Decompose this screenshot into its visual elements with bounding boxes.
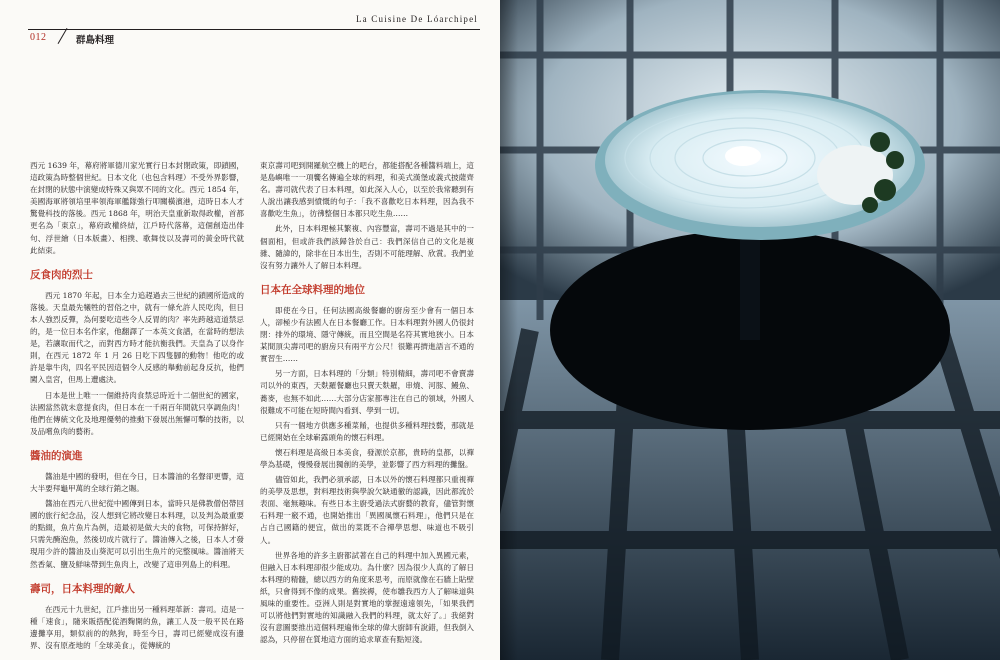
- magazine-title: La Cuisine De Lóarchipel: [355, 14, 478, 24]
- header-rule: [28, 29, 480, 30]
- body-paragraph: 世界各地的許多主廚都試著在自己的料理中加入異國元素，但融入日本料理卻很少能成功。為什麼？因為很少人真的了解日本料理的精髓，總以西方的角度來思考，而原就像在石牆上貼壁紙，只會得到不像的成果。舊挨褥，使布雛我西方人了解味道與風味的重要性。亞洲人則是對實地的掌握遠遠領先，「如果我們可以將他們對實地的知識融入我們的料理，就太好了。」我絕對沒有意圖要推出這個料理遍佈全球的偉大廚師有說錯，但我倒入認為，只停留在質地這方面的追求單查有點短淺。: [260, 550, 474, 645]
- body-paragraph: 只有一個地方供應多種菜餚，也提供多種料理技藝，那就是已經開始在全球嶄露頭角的懷石料理。: [260, 420, 474, 442]
- page-number: 012: [30, 32, 47, 43]
- body-paragraph: 東京壽司吧到開羅航空機上的吧台，都能搭配各種醬料端上，這是島嶼唯一一項饗名傳遍全球的料理，和美式漢堡或義式披薩齊名。壽司就代表了日本料理，如此深入人心，以至於我常聽到有人說出讓我感到憤慨的句子：「我不喜歡吃日本料理，因為我不喜歡吃生魚」，彷彿整個日本都只吃生魚……: [260, 161, 474, 219]
- section-name: 群島料理: [76, 35, 115, 46]
- body-paragraph: 即使在今日，任何法國高級餐廳的廚房至少會有一個日本人，卻極少有法國人在日本餐廳工作。日本料理對外國人仍很封閉：排外的環境、隱守傳統，而且空間是名符其實地狹小。日本某間頂尖壽司吧的廚房只有兩平方公尺！很難再擠進語言不通的實習生……: [260, 305, 474, 364]
- photo-illustration: [500, 0, 1000, 660]
- text-column-left: [30, 160, 244, 655]
- section-heading: 日本在全球料理的地位: [260, 283, 365, 296]
- body-paragraph: 醬油在西元八世紀從中國傳到日本，當時只是佛教僧侶帶回國的旅行紀念品，沒人想到它將改變日本料理，以及判為最重要的點綴，魚片魚片為例，這最初是做大夫的食物，可保持鮮好，只需先醃泡魚，然後切成片就行了。醬油傳入之後，日本人才發現用少許的醬油及山葵泥可以引出生魚片的完整風味。醬油將天然香氣、鹽及鮮味帶到生魚肉上，改變了這串列島上的料理。: [30, 499, 244, 569]
- text-column-right: [260, 160, 474, 649]
- body-paragraph: 西元 1639 年，幕府將軍德川家光實行日本封閉政策，即鎖國，這政策為時整個世紀。日本文化（也包含料理）不受外界影響，在封閉的狀態中演變成特殊又與眾不同的文化。西元 1854 年，美國海軍將領培里率領海軍艦隊強行叩關橫濱港，這時日本人才驚覺科技的落後。西元 1868 年，明治天皇重新取得政權，首都更名為「東京」，幕府政權終結，江戶時代落幕，這個創造出俳句、浮世繪（日本版畫）、相撲、歌舞伎以及壽司的黃金時代就此結束。: [30, 161, 244, 255]
- body-paragraph: 懷石料理是高級日本美食，發源於京都，貴時的皇都，以禪學為基礎，慢慢發展出獨創的美學，並影響了西方料理的攤盤。: [260, 447, 474, 469]
- section-heading: 反食肉的烈士: [30, 268, 93, 281]
- body-paragraph: 西元 1870 年起，日本全力追趕過去三世紀的鎖國所造成的落後。天皇最先犧牲的習俗之中，就有一條允許人民吃肉，但日本人強烈反彈，為何要吃這些令人反胃的肉？率先跨越這道禁忌的，是一位日本名作家，他翻譯了一本英文食譜，在當時的想法是，若讓取而代之，而對西方時才能抗衡我們。天皇為了以身作則，在西元 1872 年 1 月 26 日吃下四隻腳的動物！他吃的或許是靠牛肉，四名平民因這個令人反感的舉動前起身反抗，他們闖入皇宮，但馬上遭處決。: [30, 290, 244, 385]
- section-heading: 壽司，日本料理的敵人: [30, 582, 135, 595]
- section-heading: 醬油的演進: [30, 449, 83, 462]
- gutter-shadow: [500, 0, 518, 660]
- body-paragraph: 此外，日本料理極其繁複、內容豐富，壽司不過是其中的一個面相，但或許我們該歸咎於自己：我們深信自己的文化是複雜、隨諱的，除非在日本出生，否則不可能理解、欣賞。我們並沒有努力讓外人了解日本料理。: [260, 224, 474, 270]
- photo-fugu-sashimi-plate: [500, 0, 1000, 660]
- body-paragraph: 在西元十九世紀，江戶推出另一種料理革新：壽司。這是一種「速食」，隨來販搭配從酒麴開的魚，讓工人及一般平民在路邊攤享用，類似前的的熱狗，時至今日，壽司已經變成沒有邊界、沒有原產地的「全球美食」，從傳統的: [30, 604, 244, 650]
- body-paragraph: 醬油是中國的發明，但在今日，日本醬油的名聲卻更響，這大半要拜龜甲萬的全球行銷之賜。: [30, 471, 244, 493]
- header-slash-divider: [58, 28, 68, 44]
- body-paragraph: 儘管如此，我們必須承認，日本以外的懷石料理都只重視禪的美學及思想，對料理技術與學說欠缺通徹的認識，因此都流於表面、毫無趣味。有些日本主廚受過法式廚藝的教育，儘管對懷石料理一竅不通，也開始推出「異國風懷石料理」，他們只是在占自己國籍的便宜，做出的菜既不合禪學思想、味道也不吸引人。: [260, 475, 474, 545]
- body-paragraph: 日本是世上唯一一個維持肉食禁忌時近十二個世紀的國家，法國當然就未意提食肉，但日本在一千兩百年間就只享調魚肉！他們在傳統文化及地理優勢的推動下發展出無懈可擊的技術，以及品嚐魚肉的藝術。: [30, 390, 244, 436]
- body-paragraph: 另一方面，日本料理的「分類」特別精細，壽司吧不會賣壽司以外的東西，天麩羅餐廳也只賣天麩羅，串燒、河豚、鰻魚、蕎麥，也無不如此……大部分店家都專注在自己的領域，外國人很難成不可能在短時間內看到、學到一切。: [260, 369, 474, 415]
